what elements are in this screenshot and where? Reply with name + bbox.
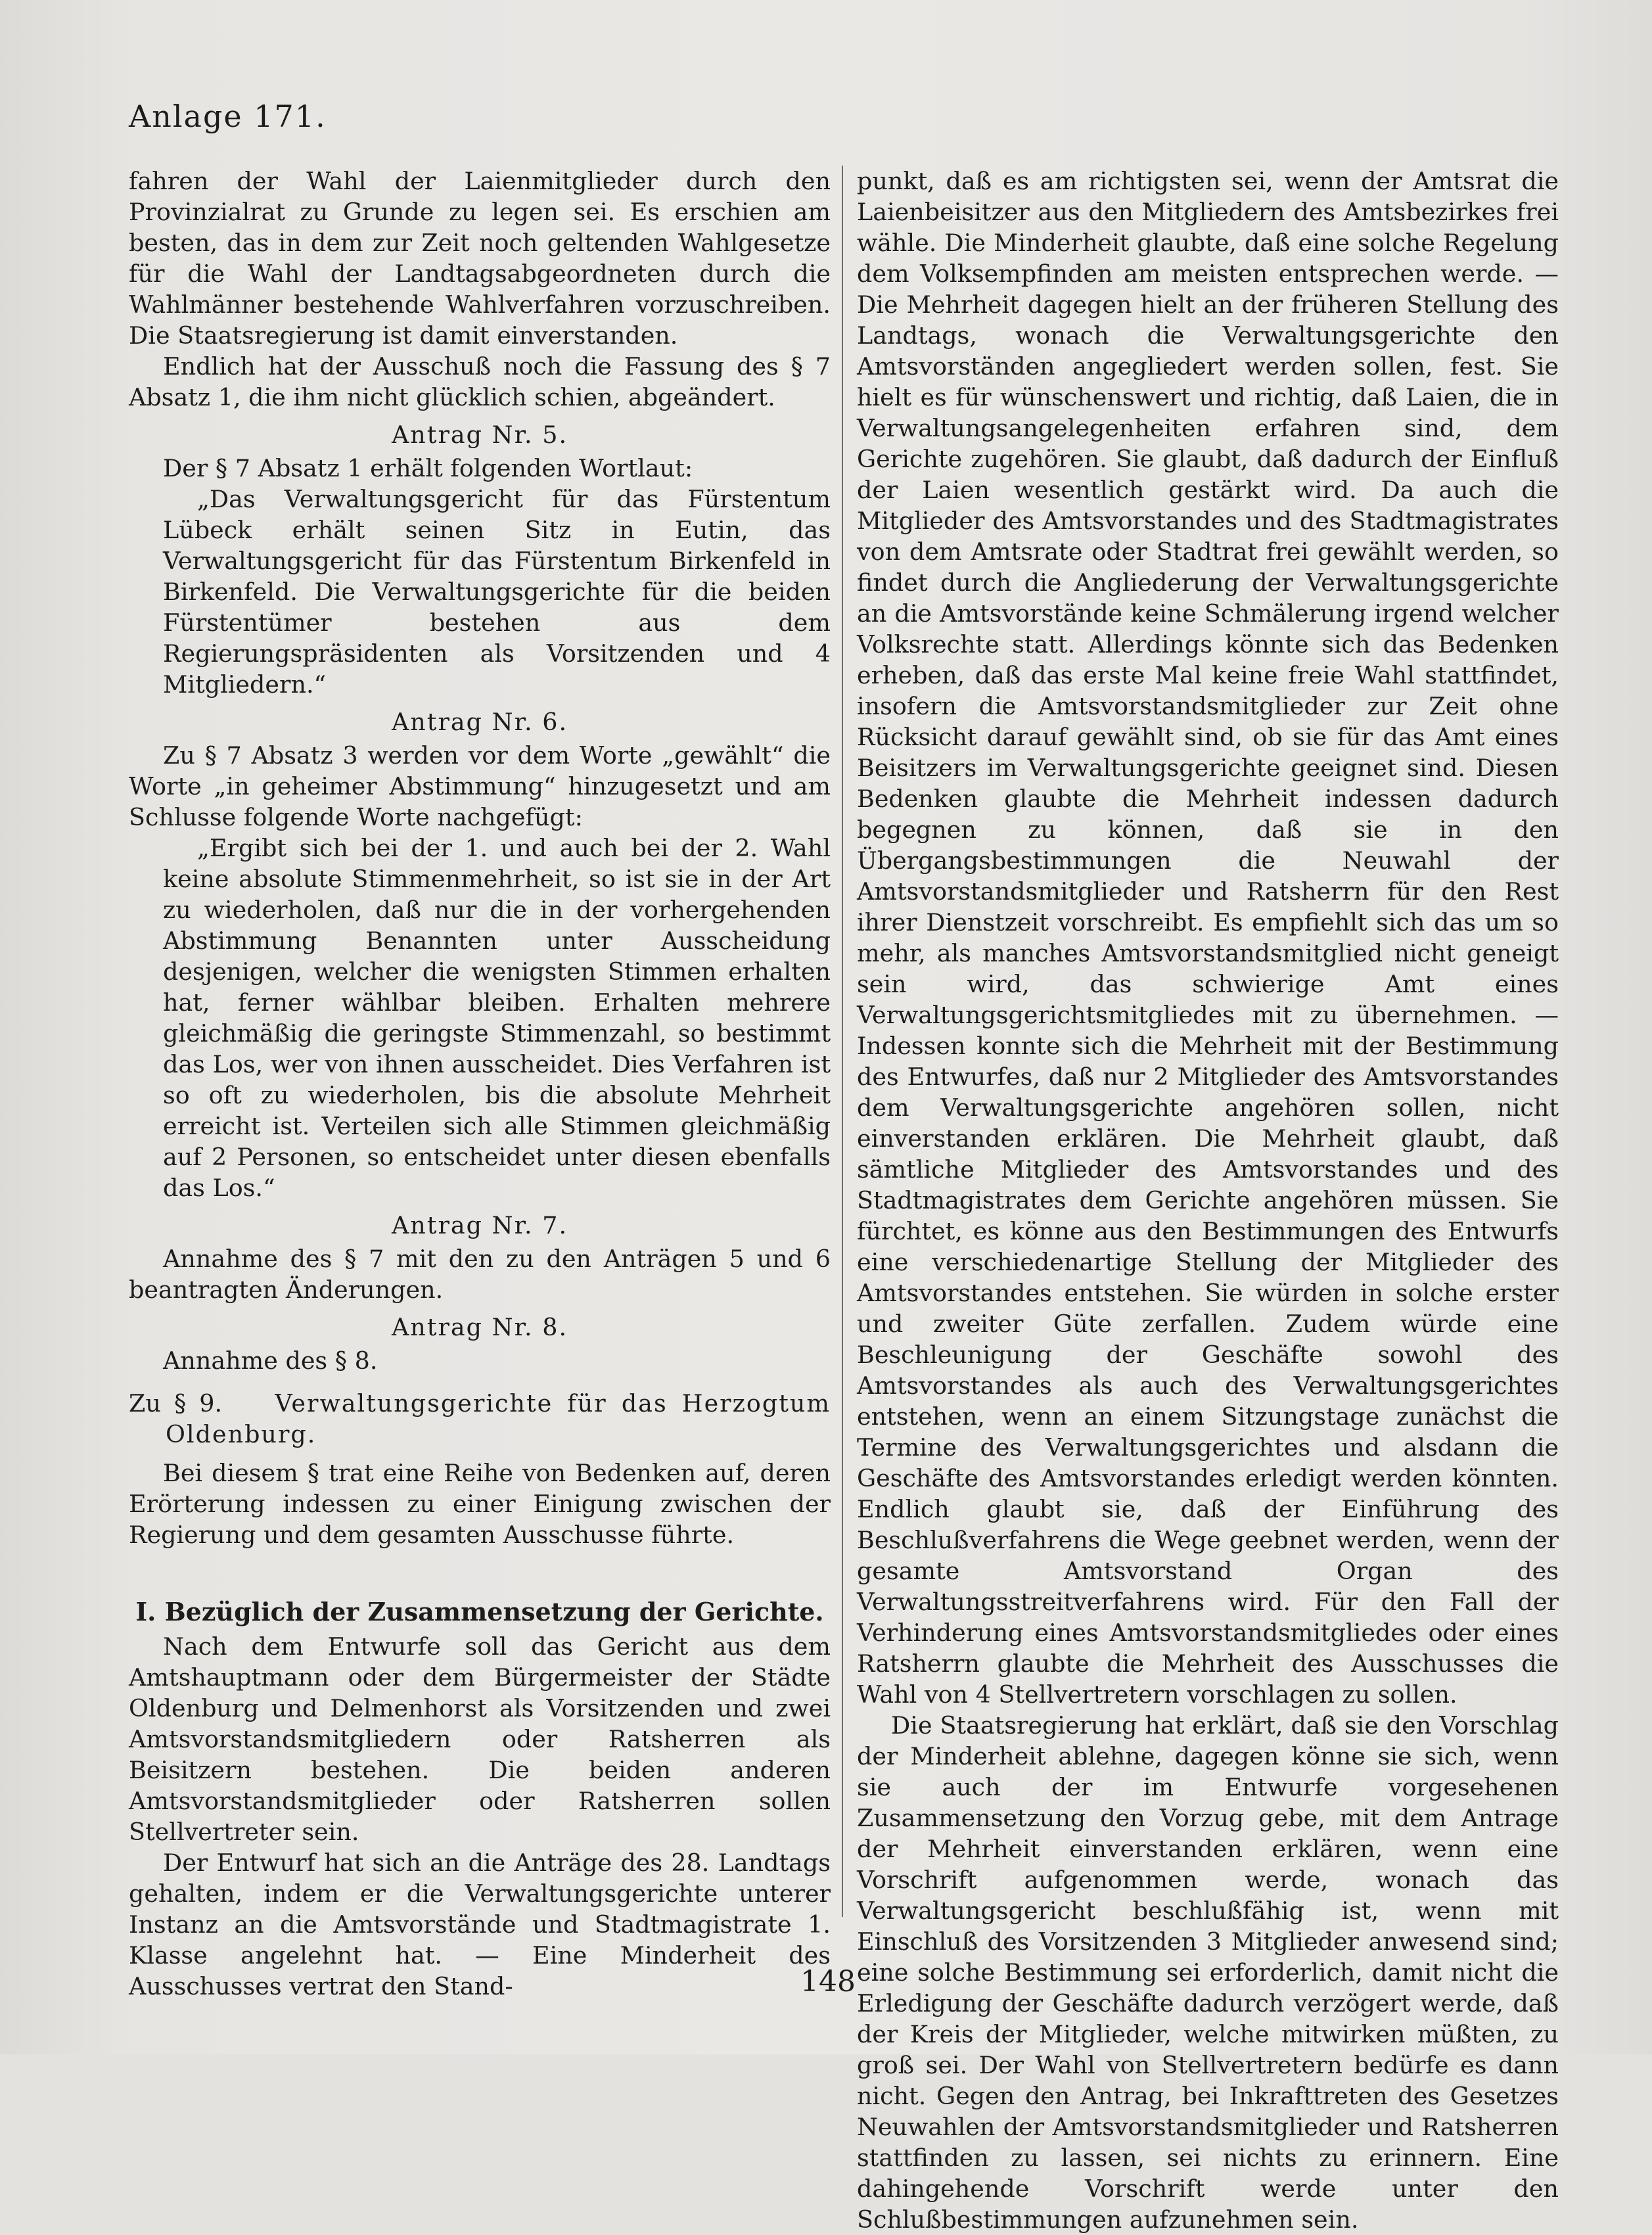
paragraph: fahren der Wahl der Laienmitglieder durch den Provinzialrat zu Grunde zu legen sei. Es erschien am besten, das in dem zur Zeit noch geltenden Wahlgesetze für die Wahl der Landtagsabgeordneten durch die Wahlmänner bestehende Wahlverfahren vorzuschreiben. Die Staatsregierung ist damit einverstanden. (129, 167, 831, 350)
left-column (129, 166, 831, 2002)
motion-title: Antrag Nr. 8. (391, 1313, 568, 1341)
subsection-heading: I. Bezüglich der Zusammensetzung der Gerichte. (135, 1597, 824, 1626)
paragraph: Der § 7 Absatz 1 erhält folgenden Wortlaut: (163, 454, 693, 482)
motion-title: Antrag Nr. 6. (391, 708, 568, 736)
paragraph: Die Staatsregierung hat erklärt, daß sie den Vorschlag der Minderheit ablehne, dagegen könne sie sich, wenn sie auch der im Entwurfe vorgesehenen Zusammensetzung den Vorzug gebe, mit dem Antrage der Mehrheit einverstanden erklären, wenn eine Vorschrift aufgenommen werde, wonach das Verwaltungsgericht beschlußfähig ist, wenn mit Einschluß des Vorsitzenden 3 Mitglieder anwesend sind; eine solche Bestimmung sei erforderlich, damit nicht die Erledigung der Geschäfte dadurch verzögert werde, daß der Kreis der Mitglieder, welche mitwirken müßten, zu groß sei. Der Wahl von Stellvertretern bedürfe es dann nicht. Gegen den Antrag, bei Inkrafttreten des Gesetzes Neuwahlen der Amtsvorstandsmitglieder und Ratsherren stattfinden zu lassen, sei nichts zu erinnern. Eine dahingehende Vorschrift werde unter den Schlußbestimmungen aufzunehmen sein. (857, 1711, 1559, 2234)
page-header: Anlage 171. (129, 99, 327, 134)
paragraph: Bei diesem § trat eine Reihe von Bedenken auf, deren Erörterung indessen zu einer Einigung zwischen der Regierung und dem gesamten Ausschusse führte. (129, 1459, 831, 1549)
right-column (857, 166, 1559, 2235)
paragraph: Annahme des § 7 mit den zu den Anträgen 5 und 6 beantragten Änderungen. (129, 1245, 831, 1304)
motion-title: Antrag Nr. 7. (391, 1211, 568, 1239)
motion-title: Antrag Nr. 5. (391, 421, 568, 449)
paragraph: Endlich hat der Ausschuß noch die Fassung des § 7 Absatz 1, die ihm nicht glücklich schien, abgeändert. (129, 352, 831, 411)
quoted-text: „Das Verwaltungsgericht für das Fürstentum Lübeck erhält seinen Sitz in Eutin, das Verwaltungsgericht für das Fürstentum Birkenfeld in Birkenfeld. Die Verwaltungsgerichte für die beiden Fürstentümer bestehen aus dem Regierungspräsidenten als Vorsitzenden und 4 Mitgliedern.“ (163, 485, 831, 699)
paragraph: Nach dem Entwurfe soll das Gericht aus dem Amtshauptmann oder dem Bürgermeister der Städte Oldenburg und Delmenhorst als Vorsitzenden und zwei Amtsvorstandsmitgliedern oder Ratsherren als Beisitzern bestehen. Die beiden anderen Amtsvorstandsmitglieder oder Ratsherren sollen Stellvertreter sein. (129, 1632, 831, 1846)
paragraph: Zu § 7 Absatz 3 werden vor dem Worte „gewählt“ die Worte „in geheimer Abstimmung“ hinzugesetzt und am Schlusse folgende Worte nachgefügt: (129, 741, 831, 831)
quoted-text: „Ergibt sich bei der 1. und auch bei der 2. Wahl keine absolute Stimmenmehrheit, so ist sie in der Art zu wiederholen, daß nur die in der vorhergehenden Abstimmung Benannten unter Ausscheidung desjenigen, welcher die wenigsten Stimmen erhalten hat, ferner wählbar bleiben. Erhalten mehrere gleichmäßig die geringste Stimmenzahl, so bestimmt das Los, wer von ihnen ausscheidet. Dies Verfahren ist so oft zu wiederholen, bis die absolute Mehrheit erreicht ist. Verteilen sich alle Stimmen gleichmäßig auf 2 Personen, so entscheidet unter diesen ebenfalls das Los.“ (163, 834, 831, 1202)
section-title: Verwaltungsgerichte für das Herzogtum Oldenburg. (166, 1389, 831, 1448)
section-label: Zu § 9. (129, 1389, 223, 1417)
page-number: 148 (800, 1965, 856, 1998)
column-divider (842, 166, 843, 1917)
paragraph: Annahme des § 8. (163, 1347, 378, 1375)
paragraph: Der Entwurf hat sich an die Anträge des 28. Landtags gehalten, indem er die Verwaltungsgerichte unterer Instanz an die Amtsvorstände und Stadtmagistrate 1. Klasse angelehnt hat. — Eine Minderheit des Ausschusses vertrat den Stand- (129, 1849, 831, 2000)
paragraph: punkt, daß es am richtigsten sei, wenn der Amtsrat die Laienbeisitzer aus den Mitgliedern des Amtsbezirkes frei wähle. Die Minderheit glaubte, daß eine solche Regelung dem Volksempfinden am meisten entsprechen werde. — Die Mehrheit dagegen hielt an der früheren Stellung des Landtags, wonach die Verwaltungsgerichte den Amtsvorständen angegliedert werden sollen, fest. Sie hielt es für wünschenswert und richtig, daß Laien, die in Verwaltungsangelegenheiten erfahren sind, dem Gerichte zugehören. Sie glaubt, daß dadurch der Einfluß der Laien wesentlich gestärkt wird. Da auch die Mitglieder des Amtsvorstandes und des Stadtmagistrates von dem Amtsrate oder Stadtrat frei gewählt werden, so findet durch die Angliederung der Verwaltungsgerichte an die Amtsvorstände keine Schmälerung irgend welcher Volksrechte statt. Allerdings könnte sich das Bedenken erheben, daß das erste Mal keine freie Wahl stattfindet, insofern die Amtsvorstandsmitglieder zur Zeit ohne Rücksicht darauf gewählt sind, ob sie für das Amt eines Beisitzers im Verwaltungsgerichte geeignet sind. Diesen Bedenken glaubte die Mehrheit indessen dadurch begegnen zu können, daß sie in den Übergangsbestimmungen die Neuwahl der Amtsvorstandsmitglieder und Ratsherrn für den Rest ihrer Dienstzeit vorschreibt. Es empfiehlt sich das um so mehr, als manches Amtsvorstandsmitglied nicht geneigt sein wird, das schwierige Amt eines Verwaltungsgerichtsmitgliedes mit zu übernehmen. — Indessen konnte sich die Mehrheit mit der Bestimmung des Entwurfes, daß nur 2 Mitglieder des Amtsvorstandes dem Verwaltungsgerichte angehören sollen, nicht einverstanden erklären. Die Mehrheit glaubt, daß sämtliche Mitglieder des Amtsvorstandes und des Stadtmagistrates dem Gerichte angehören müssen. Sie fürchtet, es könne aus den Bestimmungen des Entwurfs eine verschiedenartige Stellung der Mitglieder des Amtsvorstandes entstehen. Sie würden in solche erster und zweiter Güte zerfallen. Zudem würde eine Beschleunigung der Geschäfte sowohl des Amtsvorstandes als auch des Verwaltungsgerichtes entstehen, wenn an einem Sitzungstage zunächst die Termine des Verwaltungsgerichtes und alsdann die Geschäfte des Amtsvorstandes erledigt werden könnten. Endlich glaubt sie, daß der Einführung des Beschlußverfahrens die Wege geebnet werden, wenn der gesamte Amtsvorstand Organ des Verwaltungsstreitverfahrens wird. Für den Fall der Verhinderung eines Amtsvorstandsmitgliedes oder eines Ratsherrn glaubte die Mehrheit des Ausschusses die Wahl von 4 Stellvertretern vorschlagen zu sollen. (857, 167, 1559, 1709)
section-heading (129, 1388, 831, 1450)
